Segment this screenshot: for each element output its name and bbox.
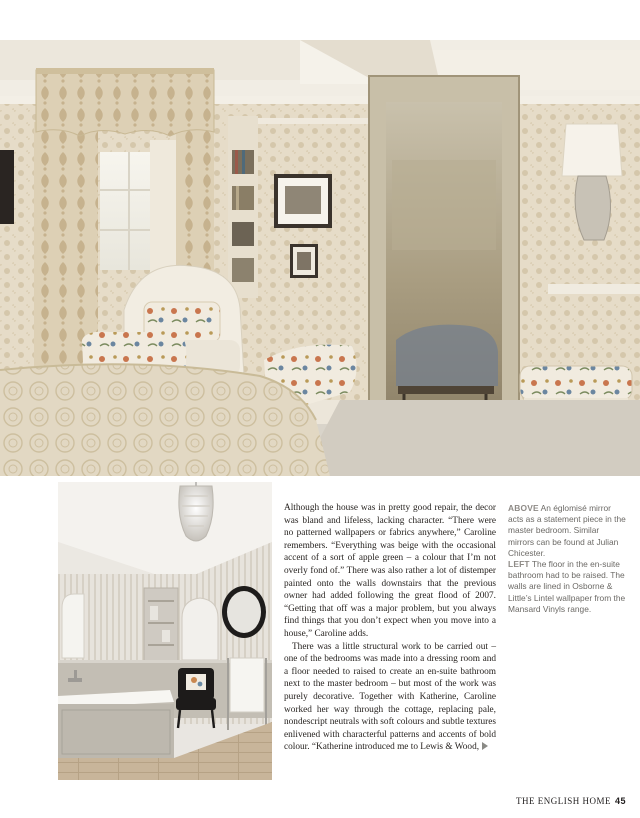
page-top-margin <box>0 0 640 40</box>
caption-label: LEFT <box>508 559 530 570</box>
master-bedroom-photo <box>0 40 640 476</box>
caption-label: ABOVE <box>508 503 539 513</box>
caption-text: The floor in the en-suite bathroom had to be raised. The walls are lined in Osborne & Little’s Lintel wallpaper from the Mansard Vinyls range. <box>508 559 626 614</box>
article-body <box>284 502 496 754</box>
caption-left <box>508 559 626 615</box>
article-paragraph: Although the house was in pretty good repair, the decor was bland and lifeless, lacking character. “There were no patterned wallpapers or fabrics anywhere,” Caroline remembers. “Everything was beige with the occasional accent of a sort of apple green – a colour that I’m not overly fond of.” There was also rather a lot of distemper painted onto the walls downstairs that the previous owner had added following the great flood of 2007. “Getting that off was a major problem, but you always find things that you don’t expect when you move into a house,” Caroline adds. <box>284 503 496 639</box>
article-paragraph-text: There was a little structural work to be carried out – one of the bedrooms was made into a dressing room and a floor needed to raised to create an en-suite bathroom next to the master bedroom – but most of the work was purely decorative. Together with Katherine, Caroline worked her way through the cottage, replacing pale, nondescript neutrals with soft colours and subtle textures enlivened with characterful patterns and accents of bold colour. “Katherine introduced me to Lewis & Wood, <box>284 641 496 753</box>
page-number: 45 <box>614 796 626 806</box>
magazine-name: THE ENGLISH HOME <box>515 796 611 806</box>
article-paragraph <box>284 641 496 754</box>
bathroom-photo <box>58 482 272 780</box>
page-folio <box>516 796 626 806</box>
continue-arrow-icon <box>482 742 488 750</box>
caption-above <box>508 503 626 559</box>
caption-text: An églomisé mirror acts as a statement piece in the master bedroom. Similar mirrors can be found at Julian Chicester. <box>508 503 626 558</box>
photo-captions <box>508 503 626 615</box>
